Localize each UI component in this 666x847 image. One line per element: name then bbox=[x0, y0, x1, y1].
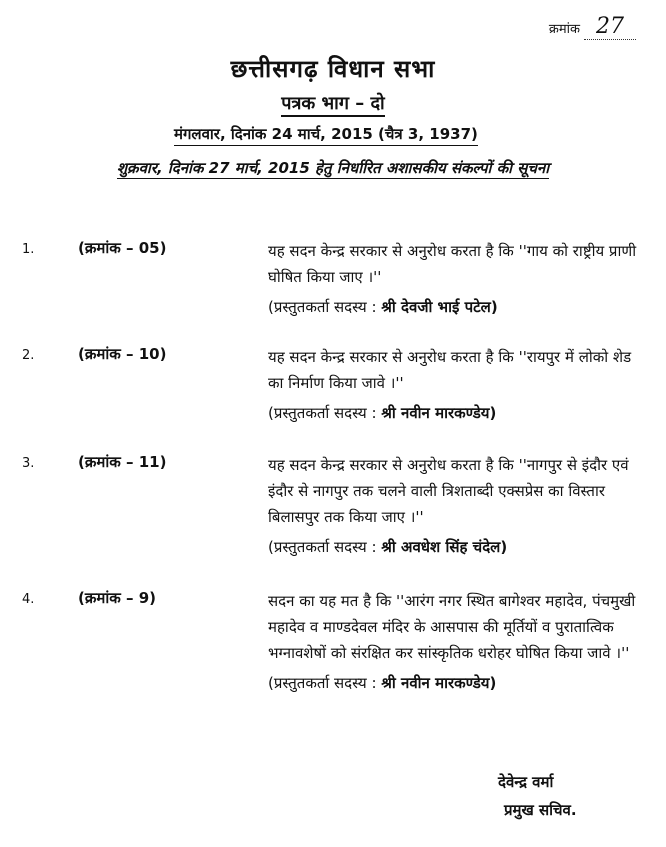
item-reference: (क्रमांक – 10) bbox=[78, 345, 167, 363]
mover-label: (प्रस्तुतकर्ता सदस्य : bbox=[268, 298, 382, 316]
signatory-name: देवेन्द्र वर्मा bbox=[498, 773, 554, 791]
notice-text: शुक्रवार, दिनांक 27 मार्च, 2015 हेतु निर्धारित अशासकीय संकल्पों की सूचना bbox=[116, 159, 550, 177]
page-subtitle bbox=[0, 91, 666, 115]
page-title: छत्तीसगढ़ विधान सभा bbox=[230, 55, 436, 83]
mover-name: श्री अवधेश सिंह चंदेल) bbox=[381, 538, 508, 556]
item-body bbox=[268, 238, 642, 320]
item-reference: (क्रमांक – 11) bbox=[78, 453, 167, 471]
mover-label: (प्रस्तुतकर्ता सदस्य : bbox=[268, 538, 382, 556]
item-text: यह सदन केन्द्र सरकार से अनुरोध करता है कि ''नागपुर से इंदौर एवं इंदौर से नागपुर तक चलने वाली त्रिशताब्दी एक्सप्रेस का विस्तार बिलासपुर तक किया जाए ।'' bbox=[268, 456, 629, 526]
item-number: 3. bbox=[22, 456, 35, 471]
signature-block bbox=[498, 768, 577, 824]
item-body bbox=[268, 344, 642, 426]
item-mover bbox=[268, 400, 642, 426]
item-text: सदन का यह मत है कि ''आरंग नगर स्थित बागेश्वर महादेव, पंचमुखी महादेव व माण्डदेवल मंदिर के आसपास की मूर्तियों व पुरातात्विक भग्नावशेषों को संरक्षित कर सांस्कृतिक धरोहर घोषित किया जावे ।'' bbox=[268, 592, 636, 662]
item-mover bbox=[268, 534, 642, 560]
serial-number: 27 bbox=[584, 14, 636, 40]
item-mover bbox=[268, 294, 642, 320]
date-line: मंगलवार, दिनांक 24 मार्च, 2015 (चैत्र 3, 1937) bbox=[174, 124, 478, 146]
item-reference: (क्रमांक – 05) bbox=[78, 239, 167, 257]
item-text: यह सदन केन्द्र सरकार से अनुरोध करता है कि ''रायपुर में लोको शेड का निर्माण किया जावे ।'' bbox=[268, 348, 632, 392]
serial-label: क्रमांक bbox=[548, 22, 580, 37]
item-reference: (क्रमांक – 9) bbox=[78, 589, 156, 607]
item-body bbox=[268, 452, 642, 560]
mover-name: श्री नवीन मारकण्डेय) bbox=[381, 404, 497, 422]
mover-label: (प्रस्तुतकर्ता सदस्य : bbox=[268, 674, 382, 692]
subtitle-text: पत्रक भाग – दो bbox=[281, 93, 384, 117]
mover-label: (प्रस्तुतकर्ता सदस्य : bbox=[268, 404, 382, 422]
item-body bbox=[268, 588, 642, 696]
item-number: 4. bbox=[22, 592, 35, 607]
mover-name: श्री नवीन मारकण्डेय) bbox=[381, 674, 497, 692]
item-number: 1. bbox=[22, 242, 35, 257]
item-text: यह सदन केन्द्र सरकार से अनुरोध करता है कि ''गाय को राष्ट्रीय प्राणी घोषित किया जाए ।'' bbox=[268, 242, 637, 286]
notice-line bbox=[0, 158, 666, 178]
mover-name: श्री देवजी भाई पटेल) bbox=[381, 298, 498, 316]
item-number: 2. bbox=[22, 348, 35, 363]
signatory-designation: प्रमुख सचिव. bbox=[504, 801, 577, 819]
item-mover bbox=[268, 670, 642, 696]
serial-number-block bbox=[549, 14, 636, 40]
